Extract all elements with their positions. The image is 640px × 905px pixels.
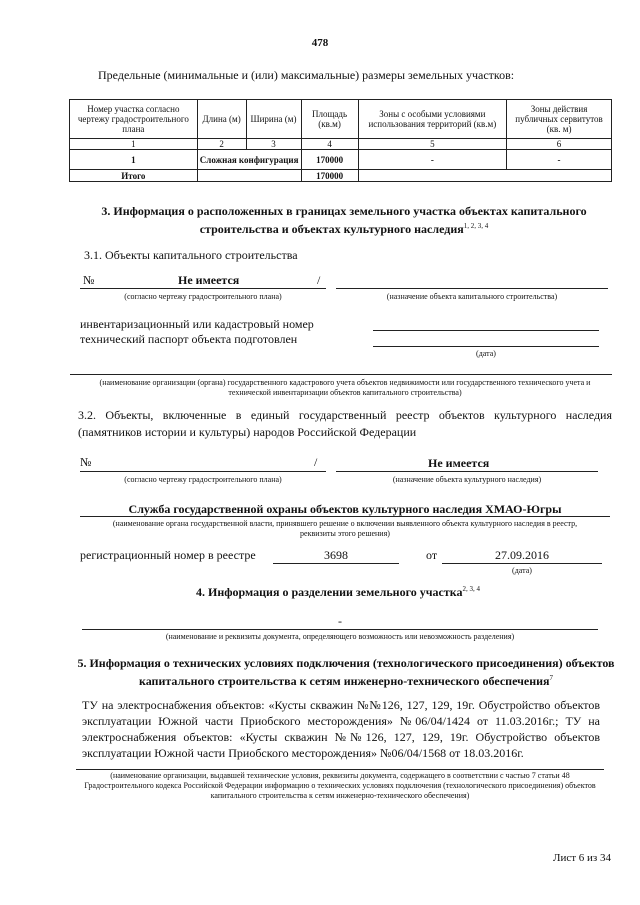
number-cell: 1 — [70, 139, 198, 150]
table-total-row — [70, 170, 612, 182]
section5-title-sup: 7 — [549, 674, 554, 682]
servitudes-cell: - — [507, 150, 612, 170]
number-cell: 5 — [358, 139, 506, 150]
heritage-authority: Служба государственной охраны объектов культурного наследия ХМАО-Югры — [128, 502, 562, 516]
registry-label: регистрационный номер в реестре — [80, 548, 256, 562]
caption-tech-conditions: (наименование организации, выдавшей технические условия, реквизиты документа, содержащего в соответствии с частью 7 статьи 48 Градостроительного кодекса Российской Федерации информацию о технических условиях подключения (технологического присоединения) объектов капитального строительства к сетям инженерно-технического обеспечения) — [84, 771, 596, 800]
total-empty — [197, 170, 301, 182]
section5-title-text: 5. Информация о технических условиях подключения (технологического присоединения) объектов капитального строительства к сетям инженерно-технического обеспечения — [77, 656, 615, 688]
registry-from: от — [426, 548, 438, 562]
tech-conditions-text: ТУ на электроснабжения объектов: «Кусты скважин №№126, 127, 129, 19г. Обустройство объектов эксплуатации Южной части Приобского месторождения» №06/04/1424 от 11.03.2016г.; ТУ на электроснабжения объектов: «Кусты скважин №№126, 127, 129, 19г. Обустройство объектов эксплуатации Южной части Приобского месторождения» №06/04/1568 от 18.03.2016г. — [82, 698, 600, 760]
total-label: Итого — [70, 170, 198, 182]
caption-date-2: (дата) — [512, 566, 532, 575]
table-header-row — [70, 100, 612, 139]
area-cell: 170000 — [301, 150, 358, 170]
number-cell: 2 — [197, 139, 246, 150]
total-area: 170000 — [301, 170, 358, 182]
subsection-3-2-line1: 3.2. Объекты, включенные в единый государственный реестр объектов культурного наследия — [78, 408, 612, 422]
caption-drawing: (согласно чертежу градостроительного плана) — [124, 292, 282, 301]
section3-title-sup: 1, 2, 3, 4 — [463, 222, 489, 230]
passport-label: технический паспорт объекта подготовлен — [80, 332, 298, 346]
caption-date: (дата) — [476, 349, 496, 358]
table-number-row — [70, 139, 612, 150]
slash: / — [317, 273, 321, 287]
subsection-3-1: 3.1. Объекты капитального строительства — [84, 248, 298, 262]
sheet-counter: Лист 6 из 34 — [553, 852, 612, 864]
caption-drawing-2: (согласно чертежу градостроительного плана) — [124, 475, 282, 484]
plot-number-cell: 1 — [70, 150, 198, 170]
section4-dash: - — [338, 614, 342, 628]
inventory-label: инвентаризационный или кадастровый номер — [80, 317, 314, 331]
caption-authority: (наименование органа государственной власти, принявшего решение о включении выявленного объекта культурного наследия в реестр, реквизиты этого решения) — [112, 519, 578, 538]
col-length: Длина (м) — [197, 100, 246, 139]
col-servitudes: Зоны действия публичных сервитутов (кв. м) — [507, 100, 612, 139]
slash-2: / — [314, 455, 318, 469]
not-present-value: Не имеется — [178, 273, 240, 287]
section4-title — [196, 585, 480, 600]
caption-purpose: (назначение объекта капитального строительства) — [386, 292, 558, 301]
section4-title-sup: 2, 3, 4 — [462, 585, 480, 593]
number-cell: 6 — [507, 139, 612, 150]
col-area: Площадь (кв.м) — [301, 100, 358, 139]
section3-title-text: 3. Информация о расположенных в границах земельного участка объектах капитального строительства и объектах культурного наследия — [101, 204, 587, 236]
caption-heritage-purpose: (назначение объекта культурного наследия) — [392, 475, 542, 484]
number-sign: № — [83, 273, 95, 287]
total-empty — [358, 170, 611, 182]
registry-date: 27.09.2016 — [495, 548, 549, 562]
dims-cell: Сложная конфигурация — [197, 150, 301, 170]
table-row — [70, 150, 612, 170]
plot-sizes-table — [69, 99, 612, 182]
section4-title-text: 4. Информация о разделении земельного участка — [196, 585, 463, 599]
number-sign-2: № — [80, 455, 92, 469]
col-plot-number: Номер участка согласно чертежу градостроительного плана — [70, 100, 198, 139]
caption-division: (наименование и реквизиты документа, определяющего возможность или невозможность разделения) — [165, 632, 515, 641]
section5-title — [76, 656, 616, 689]
number-cell: 3 — [246, 139, 301, 150]
registry-number: 3698 — [324, 548, 348, 562]
col-width: Ширина (м) — [246, 100, 301, 139]
sizes-heading: Предельные (минимальные и (или) максимальные) размеры земельных участков: — [98, 68, 515, 82]
section3-title — [70, 204, 618, 237]
number-cell: 4 — [301, 139, 358, 150]
zones-cell: - — [358, 150, 506, 170]
caption-organization: (наименование организации (органа) государственного кадастрового учета объектов недвижимости или государственного технического учета и технической инвентаризации объектов капитального строительства) — [99, 378, 591, 397]
subsection-3-2-line2: (памятников истории и культуры) народов Российской Федерации — [78, 425, 417, 439]
col-special-zones: Зоны с особыми условиями использования территорий (кв.м) — [358, 100, 506, 139]
not-present-value-2: Не имеется — [428, 456, 490, 470]
page-number: 478 — [311, 37, 329, 49]
